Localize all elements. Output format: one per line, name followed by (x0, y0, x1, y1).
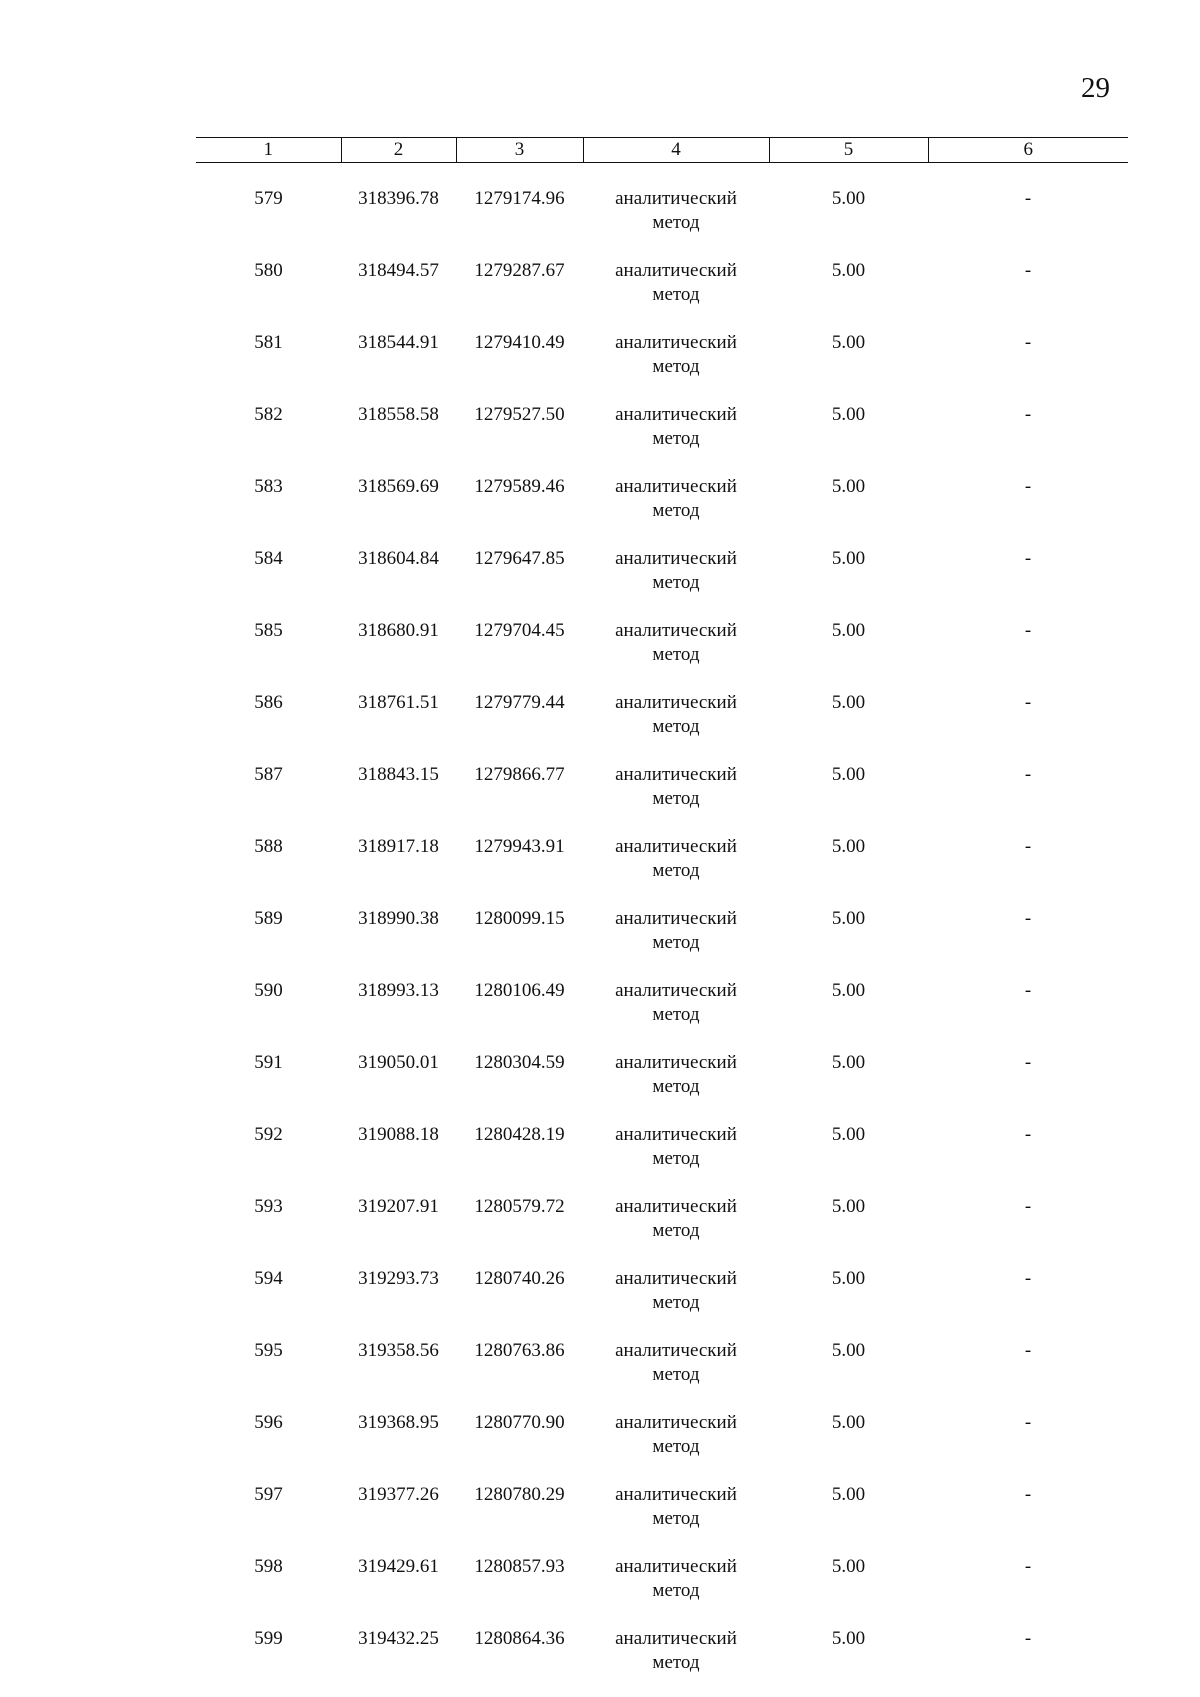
table-row (196, 1401, 1128, 1473)
y-coordinate-cell: 1279779.44 (474, 692, 565, 713)
table-row (196, 609, 1128, 681)
method-line-1: аналитический (615, 620, 737, 641)
method-line-2: метод (652, 716, 700, 737)
accuracy-cell: 5.00 (831, 404, 866, 425)
method-cell (583, 163, 769, 250)
y-coordinate-cell: 1280770.90 (474, 1412, 565, 1433)
method-line-1: аналитический (615, 332, 737, 353)
x-coordinate-cell: 319207.91 (358, 1196, 439, 1217)
method-cell (583, 1617, 769, 1689)
y-coordinate-cell: 1279174.96 (474, 188, 565, 209)
accuracy-cell: 5.00 (831, 476, 866, 497)
method-line-1: аналитический (615, 1628, 737, 1649)
table-row (196, 681, 1128, 753)
column-header: 3 (456, 138, 583, 163)
table-body (196, 163, 1128, 1690)
method-cell (583, 1257, 769, 1329)
y-coordinate-cell: 1280763.86 (474, 1340, 565, 1361)
accuracy-cell: 5.00 (831, 836, 866, 857)
y-coordinate-cell: 1280304.59 (474, 1052, 565, 1073)
x-coordinate-cell: 318604.84 (358, 548, 439, 569)
accuracy-cell: 5.00 (831, 1124, 866, 1145)
column-header: 1 (196, 138, 341, 163)
method-line-1: аналитический (615, 548, 737, 569)
x-coordinate-cell: 319088.18 (358, 1124, 439, 1145)
note-cell: - (1024, 548, 1032, 569)
x-coordinate-cell: 318843.15 (358, 764, 439, 785)
x-coordinate-cell: 318558.58 (358, 404, 439, 425)
method-cell (583, 1473, 769, 1545)
x-coordinate-cell: 319358.56 (358, 1340, 439, 1361)
column-header: 5 (769, 138, 928, 163)
table-row (196, 321, 1128, 393)
method-line-2: метод (652, 1652, 700, 1673)
note-cell: - (1024, 1628, 1032, 1649)
method-cell (583, 825, 769, 897)
table-row (196, 825, 1128, 897)
column-header: 6 (928, 138, 1128, 163)
table-row (196, 1041, 1128, 1113)
method-line-2: метод (652, 1580, 700, 1601)
column-header: 4 (583, 138, 769, 163)
table-row (196, 1473, 1128, 1545)
table-row (196, 1545, 1128, 1617)
point-number-cell: 580 (254, 260, 283, 281)
note-cell: - (1024, 692, 1032, 713)
note-cell: - (1024, 764, 1032, 785)
y-coordinate-cell: 1280579.72 (474, 1196, 565, 1217)
note-cell: - (1024, 332, 1032, 353)
accuracy-cell: 5.00 (831, 692, 866, 713)
x-coordinate-cell: 319429.61 (358, 1556, 439, 1577)
note-cell: - (1024, 1484, 1032, 1505)
method-line-2: метод (652, 1076, 700, 1097)
point-number-cell: 579 (254, 188, 283, 209)
method-line-1: аналитический (615, 260, 737, 281)
y-coordinate-cell: 1279943.91 (474, 836, 565, 857)
method-line-1: аналитический (615, 836, 737, 857)
method-line-2: метод (652, 284, 700, 305)
note-cell: - (1024, 908, 1032, 929)
method-line-2: метод (652, 860, 700, 881)
method-line-1: аналитический (615, 1268, 737, 1289)
x-coordinate-cell: 319293.73 (358, 1268, 439, 1289)
note-cell: - (1024, 188, 1032, 209)
column-header: 2 (341, 138, 456, 163)
table-row (196, 969, 1128, 1041)
accuracy-cell: 5.00 (831, 1052, 866, 1073)
method-cell (583, 537, 769, 609)
method-line-1: аналитический (615, 1484, 737, 1505)
accuracy-cell: 5.00 (831, 260, 866, 281)
x-coordinate-cell: 318917.18 (358, 836, 439, 857)
table-row (196, 897, 1128, 969)
x-coordinate-cell: 319432.25 (358, 1628, 439, 1649)
accuracy-cell: 5.00 (831, 980, 866, 1001)
point-number-cell: 599 (254, 1628, 283, 1649)
method-line-1: аналитический (615, 764, 737, 785)
point-number-cell: 586 (254, 692, 283, 713)
x-coordinate-cell: 318761.51 (358, 692, 439, 713)
y-coordinate-cell: 1279287.67 (474, 260, 565, 281)
method-cell (583, 969, 769, 1041)
method-line-1: аналитический (615, 404, 737, 425)
method-line-2: метод (652, 1364, 700, 1385)
method-cell (583, 321, 769, 393)
table-row (196, 1113, 1128, 1185)
method-line-2: метод (652, 1508, 700, 1529)
method-line-1: аналитический (615, 1412, 737, 1433)
method-line-2: метод (652, 212, 700, 233)
point-number-cell: 594 (254, 1268, 283, 1289)
x-coordinate-cell: 318990.38 (358, 908, 439, 929)
point-number-cell: 593 (254, 1196, 283, 1217)
accuracy-cell: 5.00 (831, 908, 866, 929)
method-cell (583, 681, 769, 753)
accuracy-cell: 5.00 (831, 332, 866, 353)
y-coordinate-cell: 1280740.26 (474, 1268, 565, 1289)
note-cell: - (1024, 1268, 1032, 1289)
note-cell: - (1024, 1556, 1032, 1577)
accuracy-cell: 5.00 (831, 620, 866, 641)
method-line-1: аналитический (615, 188, 737, 209)
note-cell: - (1024, 404, 1032, 425)
method-cell (583, 249, 769, 321)
note-cell: - (1024, 260, 1032, 281)
point-number-cell: 597 (254, 1484, 283, 1505)
method-cell (583, 1113, 769, 1185)
point-number-cell: 592 (254, 1124, 283, 1145)
page-number: 29 (1081, 72, 1110, 104)
method-cell (583, 393, 769, 465)
y-coordinate-cell: 1280864.36 (474, 1628, 565, 1649)
method-line-2: метод (652, 932, 700, 953)
method-line-1: аналитический (615, 1340, 737, 1361)
method-cell (583, 465, 769, 537)
y-coordinate-cell: 1280106.49 (474, 980, 565, 1001)
table-header-row (196, 138, 1128, 163)
note-cell: - (1024, 1052, 1032, 1073)
accuracy-cell: 5.00 (831, 1484, 866, 1505)
method-line-2: метод (652, 788, 700, 809)
method-line-1: аналитический (615, 1196, 737, 1217)
x-coordinate-cell: 318494.57 (358, 260, 439, 281)
accuracy-cell: 5.00 (831, 548, 866, 569)
method-cell (583, 753, 769, 825)
method-line-2: метод (652, 500, 700, 521)
method-line-2: метод (652, 428, 700, 449)
point-number-cell: 588 (254, 836, 283, 857)
method-line-2: метод (652, 1004, 700, 1025)
x-coordinate-cell: 318569.69 (358, 476, 439, 497)
accuracy-cell: 5.00 (831, 764, 866, 785)
y-coordinate-cell: 1280780.29 (474, 1484, 565, 1505)
accuracy-cell: 5.00 (831, 1556, 866, 1577)
note-cell: - (1024, 1124, 1032, 1145)
y-coordinate-cell: 1279589.46 (474, 476, 565, 497)
note-cell: - (1024, 980, 1032, 1001)
x-coordinate-cell: 319377.26 (358, 1484, 439, 1505)
table-row (196, 393, 1128, 465)
point-number-cell: 591 (254, 1052, 283, 1073)
method-line-1: аналитический (615, 476, 737, 497)
x-coordinate-cell: 319050.01 (358, 1052, 439, 1073)
method-line-1: аналитический (615, 980, 737, 1001)
method-line-1: аналитический (615, 1124, 737, 1145)
point-number-cell: 598 (254, 1556, 283, 1577)
y-coordinate-cell: 1280428.19 (474, 1124, 565, 1145)
method-cell (583, 1401, 769, 1473)
accuracy-cell: 5.00 (831, 1196, 866, 1217)
method-line-1: аналитический (615, 692, 737, 713)
y-coordinate-cell: 1279527.50 (474, 404, 565, 425)
y-coordinate-cell: 1280099.15 (474, 908, 565, 929)
point-number-cell: 595 (254, 1340, 283, 1361)
x-coordinate-cell: 318544.91 (358, 332, 439, 353)
method-cell (583, 1185, 769, 1257)
table-row (196, 1329, 1128, 1401)
y-coordinate-cell: 1279704.45 (474, 620, 565, 641)
coordinates-table (196, 137, 1128, 1689)
accuracy-cell: 5.00 (831, 1340, 866, 1361)
y-coordinate-cell: 1279647.85 (474, 548, 565, 569)
point-number-cell: 596 (254, 1412, 283, 1433)
method-line-2: метод (652, 644, 700, 665)
table-row (196, 249, 1128, 321)
table-row (196, 753, 1128, 825)
method-cell (583, 1041, 769, 1113)
table-row (196, 1185, 1128, 1257)
y-coordinate-cell: 1279866.77 (474, 764, 565, 785)
note-cell: - (1024, 620, 1032, 641)
accuracy-cell: 5.00 (831, 1268, 866, 1289)
x-coordinate-cell: 318396.78 (358, 188, 439, 209)
point-number-cell: 590 (254, 980, 283, 1001)
point-number-cell: 583 (254, 476, 283, 497)
x-coordinate-cell: 318680.91 (358, 620, 439, 641)
method-line-2: метод (652, 1436, 700, 1457)
method-cell (583, 1545, 769, 1617)
accuracy-cell: 5.00 (831, 1628, 866, 1649)
x-coordinate-cell: 318993.13 (358, 980, 439, 1001)
method-line-1: аналитический (615, 1556, 737, 1577)
method-line-2: метод (652, 1148, 700, 1169)
note-cell: - (1024, 1412, 1032, 1433)
x-coordinate-cell: 319368.95 (358, 1412, 439, 1433)
table-row (196, 163, 1128, 250)
table-row (196, 465, 1128, 537)
point-number-cell: 584 (254, 548, 283, 569)
method-line-1: аналитический (615, 1052, 737, 1073)
point-number-cell: 581 (254, 332, 283, 353)
method-cell (583, 609, 769, 681)
point-number-cell: 585 (254, 620, 283, 641)
accuracy-cell: 5.00 (831, 1412, 866, 1433)
accuracy-cell: 5.00 (831, 188, 866, 209)
method-line-2: метод (652, 356, 700, 377)
method-line-2: метод (652, 1220, 700, 1241)
point-number-cell: 587 (254, 764, 283, 785)
table-row (196, 537, 1128, 609)
method-cell (583, 897, 769, 969)
point-number-cell: 589 (254, 908, 283, 929)
table-row (196, 1257, 1128, 1329)
y-coordinate-cell: 1279410.49 (474, 332, 565, 353)
table-row (196, 1617, 1128, 1689)
note-cell: - (1024, 1340, 1032, 1361)
point-number-cell: 582 (254, 404, 283, 425)
method-cell (583, 1329, 769, 1401)
method-line-2: метод (652, 572, 700, 593)
y-coordinate-cell: 1280857.93 (474, 1556, 565, 1577)
note-cell: - (1024, 1196, 1032, 1217)
note-cell: - (1024, 476, 1032, 497)
note-cell: - (1024, 836, 1032, 857)
method-line-2: метод (652, 1292, 700, 1313)
method-line-1: аналитический (615, 908, 737, 929)
